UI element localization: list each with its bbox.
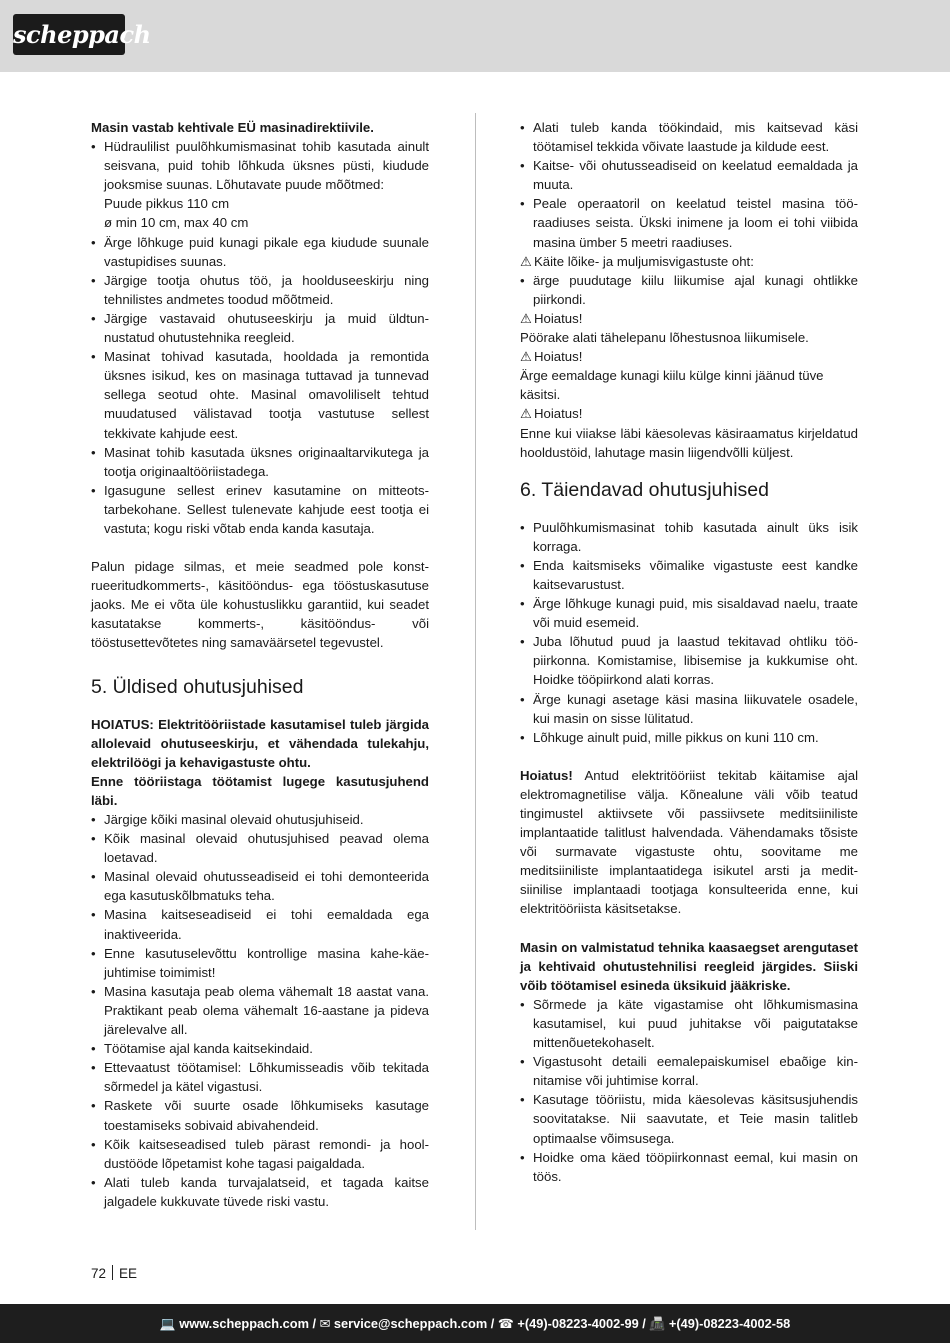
column-divider [475, 113, 476, 1230]
additional-safety-list [520, 518, 858, 747]
residual-risk-statement: Masin on valmistatud tehnika kaasaegset arengutaset ja kehtivaid ohutustehnilisi reegleid järgides. Siiski võib töötamisel esineda üksikuid jääkriske. [520, 939, 858, 993]
cut-crush-list [520, 271, 858, 309]
list-item: • Alati tuleb kanda töökindaid, mis kaitsevad käsi töötamisel tekkida võivate laastude ja kildude eest. [520, 118, 858, 156]
list-item: • Igasugune sellest erinev kasutamine on mitteotstarbekohane. Sellest tulenevate kahjude eest tootja ei vastuta; kogu riski võtab enda kanda kasutaja. [91, 481, 429, 538]
list-item: • Masinat tohib kasutada üksnes originaaltarvikutega ja tootja originaaltööriistadega. [91, 443, 429, 481]
scheppach-logo: scheppach [13, 14, 125, 55]
directive-statement: Masin vastab kehtivale EÜ masinadirektiivile. [91, 120, 374, 135]
section-5-warning: HOIATUS: Elektritööriistade kasutamisel tuleb järgida allolevaid ohutuseeskirju, et vähendada tulekahju, elektrilöögi ja kehavigastuste ohtu. [91, 716, 429, 770]
list-item: • Järgige vastavaid ohutuseeskirju ja muid üldtunnustatud ohutustehnika reegleid. [91, 309, 429, 347]
phone-number: +(49)-08223-4002-99 [517, 1316, 639, 1331]
general-safety-list [91, 810, 429, 1211]
list-item: • Masina kaitseseadiseid ei tohi eemaldada ega inaktiveerida. [91, 905, 429, 943]
list-item: • Alati tuleb kanda turvajalatseid, et tagada kaitse jalgadele kukkuvate tüvede riski vastu. [91, 1173, 429, 1211]
list-item: • Vigastusoht detaili eemalepaiskumisel ebaõige kinnitamise või juhtimise korral. [520, 1052, 858, 1090]
language-code: EE [119, 1266, 138, 1281]
list-item: • Ettevaatust töötamisel: Lõhkumisseadis võib tekitada sõrmedel ja kätel vigastusi. [91, 1058, 429, 1096]
warning-triangle-icon: ⚠ [520, 310, 532, 326]
wood-diameter: ø min 10 cm, max 40 cm [104, 215, 249, 231]
protective-list [520, 118, 858, 252]
website-link[interactable]: www.scheppach.com [179, 1316, 309, 1331]
list-item: • Peale operaatoril on keelatud teistel masina tööraadiuses seista. Ükski inimene ja loom ei tohi viibida masina ümber 5 meetri raadiuses. [520, 194, 858, 251]
list-item: • Ärge kunagi asetage käsi masina liikuvatele osadele, kui masin on sisse lülitatud. [520, 690, 858, 728]
list-item: • Järgige tootja ohutus töö, ja hoolduseeskirju ning tehnilistes andmetes toodud mõõtmeid. [91, 271, 429, 309]
computer-icon: 💻 [159, 1316, 180, 1331]
warning-1-text: Pöörake alati tähelepanu lõhestusnoa liikumisele. [520, 330, 809, 346]
list-item: • Kaitse- või ohutusseadiseid on keelatud eemaldada ja muuta. [520, 156, 858, 194]
fax-number: +(49)-08223-4002-58 [668, 1316, 791, 1331]
list-item: • Ärge lõhkuge kunagi puid, mis sisaldavad naelu, traate või muid esemeid. [520, 594, 858, 632]
list-item: • Juba lõhutud puud ja laastud tekitavad ohtliku tööpiirkonna. Komistamise, libisemise ja kukkumise oht. Hoidke tööpiirkond alati korras. [520, 632, 858, 689]
contact-footer: 💻 www.scheppach.com / ✉ service@scheppach.com / ☎ +(49)-08223-4002-99 / 📠 +(49)-08223-4002-58 [0, 1304, 950, 1343]
left-column [91, 118, 429, 1211]
email-link[interactable]: service@scheppach.com [333, 1316, 488, 1331]
warning-2-label: ⚠ Hoiatus! [520, 347, 858, 366]
mail-icon: ✉ [319, 1316, 334, 1331]
page-number: 72 EE [91, 1266, 138, 1281]
page-separator [112, 1265, 113, 1280]
warning-3-text: Enne kui viiakse läbi käesolevas käsiraamatus kirjeldatud hooldustöid, lahutage masin liigendvõlli küljest. [520, 425, 858, 460]
list-item: • ärge puudutage kiilu liikumise ajal kunagi ohtlikke piirkondi. [520, 271, 858, 309]
warning-2-text: Ärge eemaldage kunagi kiilu külge kinni jäänud tüve käsitsi. [520, 368, 824, 403]
list-item: • Hoidke oma käed tööpiirkonnast eemal, kui masin on töös. [520, 1148, 858, 1186]
section-5-read-manual: Enne tööriistaga töötamist lugege kasutusjuhend läbi. [91, 773, 429, 808]
list-item: • Hüdraulilist puulõhkumismasinat tohib kasutada ainult seisvana, puid tohib lõhkuda üksnes püsti, kiudude jooksmise suunas. Lõhutavate puude mõõtmed: Puude pikkus 110 cm ø min 10 cm, max 40 cm [91, 137, 429, 232]
electromagnetic-warning: Hoiatus! Antud elektritööriist tekitab käitamise ajal elektromagnetilise välja. Kõnealune väli võib teatud tingimustel aktiivsete või passiivsete meditsiiniliste implantaatide talitlust halvendada. Vähendamaks tõsiste või surmavate vigastuste ohtu, soovitame me meditsiiniliste implantaatidega isikutel arsti ja meditsiinilise implantaadi tootjaga konsulteerida enne, kui elektritööriista käsitsetakse. [520, 767, 858, 917]
phone-icon: ☎ [497, 1316, 518, 1331]
list-item: • Kõik masinal olevaid ohutusjuhised peavad olema loetavad. [91, 829, 429, 867]
commercial-use-paragraph: Palun pidage silmas, et meie seadmed pole konstrueeritudkommerts-, käsitööndus- ega tööstuskasutuse jaoks. Me ei võta üle kohustuslikku garantiid, kui seadet kasutatakse kommerts-, käsitööndus- või tööstusettevõtetes ning samaväärsetel tegevustel. [91, 559, 429, 651]
list-item: • Töötamise ajal kanda kaitsekindaid. [91, 1039, 429, 1058]
right-column [520, 118, 858, 1186]
list-item: • Masinal olevaid ohutusseadiseid ei tohi demonteerida ega kasutuskõlbmatuks teha. [91, 867, 429, 905]
list-item: • Ärge lõhkuge puid kunagi pikale ega kiudude suunale vastupidises suunas. [91, 233, 429, 271]
section-6-title: 6. Täiendavad ohutusjuhised [520, 478, 769, 501]
list-item: • Enne kasutuselevõttu kontrollige masina kahe-käe-juhtimise toimimist! [91, 944, 429, 982]
list-item: • Enda kaitsmiseks võimalike vigastuste eest kandke kaitsevarustust. [520, 556, 858, 594]
list-item: • Masinat tohivad kasutada, hooldada ja remontida üksnes isikud, kes on masinaga tuttavad ja tunnevad sellega seotud ohte. Masinal omavoliliselt tehtud muudatused välistavad tootja vastutuse sellest tekkivate kahjude eest. [91, 347, 429, 442]
list-item: • Kasutage tööriistu, mida käesolevas käsitsusjuhendis soovitatakse. Nii saavutate, et Teie masin talitleb optimaalse võimsusega. [520, 1090, 858, 1147]
cut-crush-warning: ⚠ Käite lõike- ja muljumisvigastuste oht: [520, 252, 858, 271]
list-item: • Lõhkuge ainult puid, mille pikkus on kuni 110 cm. [520, 728, 858, 747]
warning-triangle-icon: ⚠ [520, 253, 532, 269]
list-item: • Puulõhkumismasinat tohib kasutada ainult üks isik korraga. [520, 518, 858, 556]
intended-use-list [91, 137, 429, 538]
list-item: • Raskete või suurte osade lõhkumiseks kasutage toestamiseks sobivaid abivahendeid. [91, 1096, 429, 1134]
list-item: • Masina kasutaja peab olema vähemalt 18 aastat vana. Praktikant peab olema vähemalt 16-aastane ja pideva järelevalve all. [91, 982, 429, 1039]
fax-icon: 📠 [649, 1316, 669, 1331]
wood-length: Puude pikkus 110 cm [104, 196, 230, 212]
list-item: • Sõrmede ja käte vigastamise oht lõhkumismasina kasutamisel, kui puud juhitakse või paigutatakse mittenõuetekohaselt. [520, 995, 858, 1052]
list-item: • Kõik kaitseseadised tuleb pärast remondi- ja hooldustööde lõpetamist kohe tagasi paigaldada. [91, 1135, 429, 1173]
list-item: • Järgige kõiki masinal olevaid ohutusjuhiseid. [91, 810, 429, 829]
warning-1-label: ⚠ Hoiatus! [520, 309, 858, 328]
residual-risk-list [520, 995, 858, 1186]
warning-3-label: ⚠ Hoiatus! [520, 404, 858, 423]
warning-triangle-icon: ⚠ [520, 406, 532, 422]
header-band [0, 0, 950, 72]
section-5-title: 5. Üldised ohutusjuhised [91, 675, 304, 698]
warning-triangle-icon: ⚠ [520, 349, 532, 365]
